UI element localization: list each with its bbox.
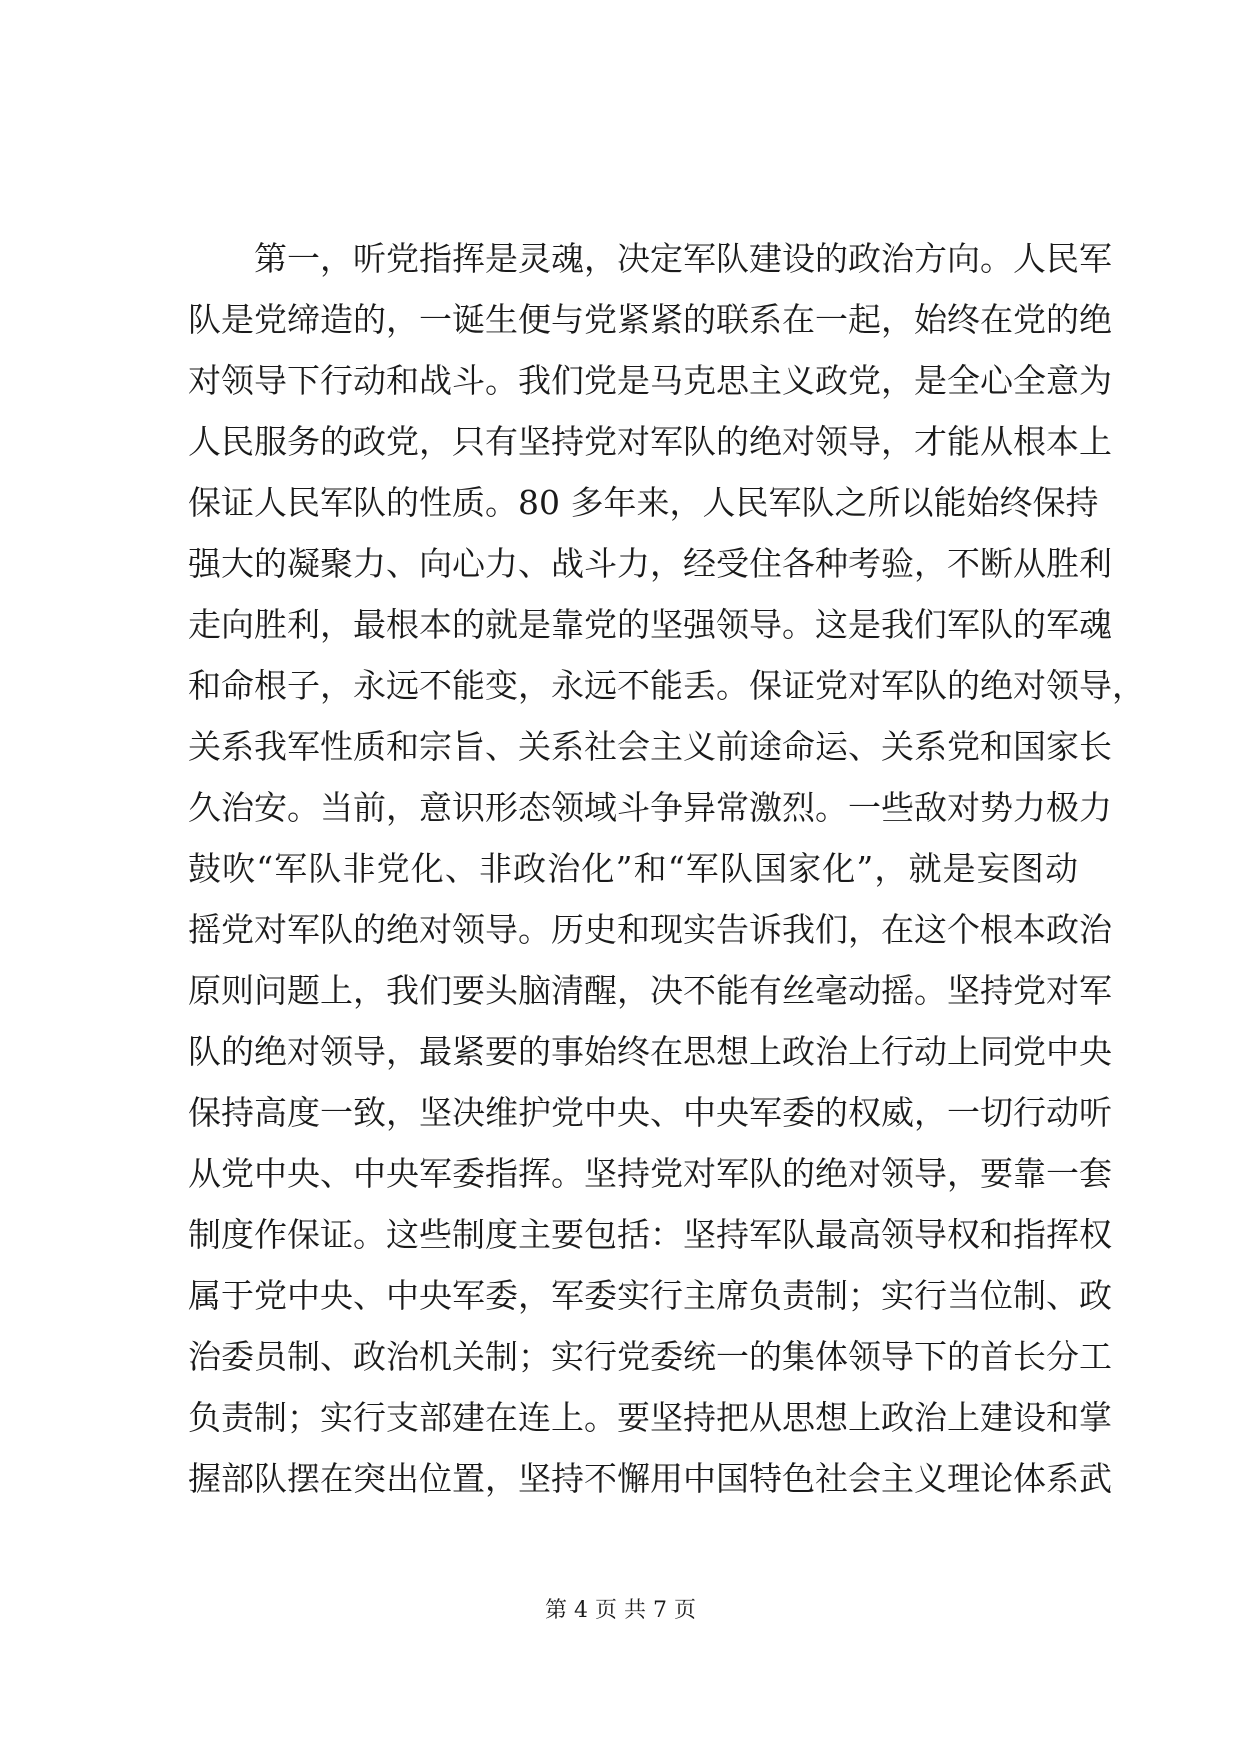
paragraph-line: 和命根子，永远不能变，永远不能丢。保证党对军队的绝对领导， [188, 666, 1145, 705]
paragraph-line: 原则问题上，我们要头脑清醒，决不能有丝毫动摇。坚持党对军 [188, 971, 1112, 1010]
paragraph-line: 摇党对军队的绝对领导。历史和现实告诉我们，在这个根本政治 [188, 910, 1112, 949]
paragraph-line: 鼓吹“军队非党化、非政治化”和“军队国家化”，就是妄图动 [188, 849, 1078, 888]
body-paragraph [188, 228, 1145, 1509]
paragraph-line: 走向胜利，最根本的就是靠党的坚强领导。这是我们军队的军魂 [188, 605, 1112, 644]
page-number-footer: 第 4 页 共 7 页 [545, 1598, 696, 1623]
paragraph-line: 久治安。当前，意识形态领域斗争异常激烈。一些敌对势力极力 [188, 788, 1112, 827]
paragraph-line: 从党中央、中央军委指挥。坚持党对军队的绝对领导，要靠一套 [188, 1154, 1112, 1193]
paragraph-line: 负责制；实行支部建在连上。要坚持把从思想上政治上建设和掌 [188, 1398, 1112, 1437]
paragraph-line: 强大的凝聚力、向心力、战斗力，经受住各种考验，不断从胜利 [188, 544, 1112, 583]
paragraph-line: 队是党缔造的，一诞生便与党紧紧的联系在一起，始终在党的绝 [188, 300, 1112, 339]
paragraph-line: 治委员制、政治机关制；实行党委统一的集体领导下的首长分工 [188, 1337, 1112, 1376]
paragraph-line: 第一，听党指挥是灵魂，决定军队建设的政治方向。人民军 [254, 239, 1112, 278]
paragraph-line: 握部队摆在突出位置，坚持不懈用中国特色社会主义理论体系武 [188, 1459, 1112, 1498]
paragraph-line: 关系我军性质和宗旨、关系社会主义前途命运、关系党和国家长 [188, 727, 1112, 766]
paragraph-line: 对领导下行动和战斗。我们党是马克思主义政党，是全心全意为 [188, 361, 1112, 400]
paragraph-line: 属于党中央、中央军委，军委实行主席负责制；实行当位制、政 [188, 1276, 1112, 1315]
paragraph-line: 保持高度一致，坚决维护党中央、中央军委的权威，一切行动听 [188, 1093, 1112, 1132]
paragraph-line: 队的绝对领导，最紧要的事始终在思想上政治上行动上同党中央 [188, 1032, 1112, 1071]
paragraph-line: 人民服务的政党，只有坚持党对军队的绝对领导，才能从根本上 [188, 422, 1112, 461]
paragraph-line: 制度作保证。这些制度主要包括：坚持军队最高领导权和指挥权 [188, 1215, 1112, 1254]
paragraph-line: 保证人民军队的性质。80 多年来，人民军队之所以能始终保持 [188, 483, 1099, 522]
